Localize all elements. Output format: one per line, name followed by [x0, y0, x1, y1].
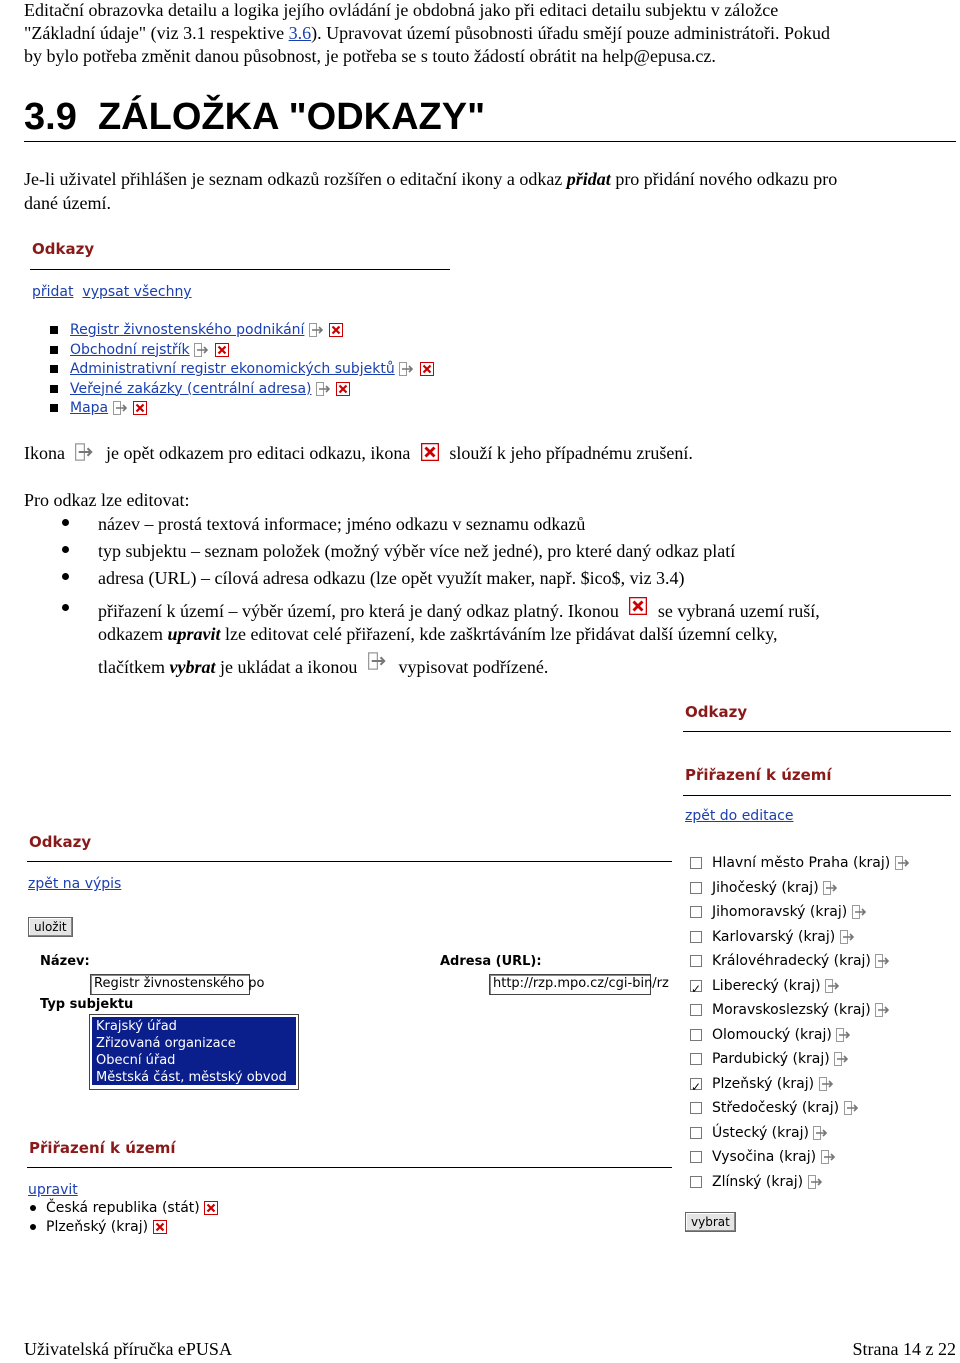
list-item-link[interactable]: Veřejné zakázky (centrální adresa): [70, 380, 312, 397]
edit-icon[interactable]: [113, 401, 129, 415]
list-all-link[interactable]: vypsat všechny: [82, 284, 192, 300]
shot1-links: [32, 284, 192, 300]
region-label: Středočeský (kraj): [712, 1100, 840, 1116]
region-label: Karlovarský (kraj): [712, 928, 836, 945]
shot3-title: Odkazy: [685, 703, 748, 721]
shot3-assign-title: Přiřazení k území: [685, 766, 832, 784]
back-to-list-link[interactable]: zpět na výpis: [28, 876, 122, 892]
territory-label: Plzeňský (kraj): [46, 1219, 149, 1235]
region-label: Vysočina (kraj): [712, 1149, 817, 1165]
region-row: [690, 1023, 911, 1048]
region-row: [690, 1145, 911, 1170]
region-checkbox[interactable]: [690, 1053, 702, 1065]
footer-left: Uživatelská příručka ePUSA: [24, 1339, 232, 1359]
para1-line2: dané území.: [24, 193, 111, 213]
section-number: 3.9: [24, 96, 77, 138]
list-item: [50, 360, 434, 380]
region-label: Moravskoslezský (kraj): [712, 1002, 871, 1018]
expand-icon[interactable]: [844, 1101, 860, 1115]
name-field[interactable]: Registr živnostenského po: [90, 974, 250, 995]
region-label: Plzeňský (kraj): [712, 1075, 815, 1092]
delete-icon[interactable]: [153, 1220, 167, 1234]
region-checkbox[interactable]: [690, 955, 702, 967]
region-row: [690, 974, 911, 999]
expand-icon[interactable]: [840, 930, 856, 944]
list-item-link[interactable]: Mapa: [70, 400, 109, 416]
region-row: [690, 851, 911, 876]
save-button[interactable]: uložit: [28, 917, 73, 937]
delete-icon: [629, 597, 647, 615]
shot1-rule: [30, 269, 450, 270]
back-to-edit-link[interactable]: zpět do editace: [685, 808, 794, 824]
list-item: [50, 399, 434, 419]
edit-icon[interactable]: [316, 382, 332, 396]
delete-icon[interactable]: [420, 362, 434, 376]
delete-icon[interactable]: [336, 382, 350, 396]
shot3-assign-rule: [683, 795, 951, 796]
region-checkbox[interactable]: [690, 931, 702, 943]
territory-list: [30, 1199, 218, 1237]
delete-icon[interactable]: [215, 343, 229, 357]
delete-icon: [421, 443, 439, 461]
bullet-name: název – prostá textová informace; jméno odkazu v seznamu odkazů: [98, 514, 586, 534]
expand-icon[interactable]: [813, 1126, 829, 1140]
edit-icon[interactable]: [194, 343, 210, 357]
delete-icon[interactable]: [133, 401, 147, 415]
edit-icon[interactable]: [309, 323, 325, 337]
bullet: [62, 519, 69, 526]
bullet: [62, 573, 69, 580]
region-label: Olomoucký (kraj): [712, 1026, 832, 1043]
expand-icon[interactable]: [895, 856, 911, 870]
expand-icon[interactable]: [875, 954, 891, 968]
region-checkbox[interactable]: [690, 1078, 702, 1090]
list-item: [50, 321, 434, 341]
section-link[interactable]: 3.6: [288, 23, 312, 43]
region-label: Jihočeský (kraj): [712, 879, 819, 896]
edit-assignment-link[interactable]: upravit: [28, 1182, 78, 1198]
region-checkbox[interactable]: [690, 1176, 702, 1188]
region-row: [690, 876, 911, 901]
expand-icon[interactable]: [836, 1028, 852, 1042]
bullet-assign-line1: přiřazení k území – výběr území, pro která je daný odkaz platný. Ikonou se vybraná uzemí ruší,: [98, 597, 820, 623]
region-list: [690, 851, 911, 1194]
expand-icon[interactable]: [852, 905, 868, 919]
intro-line-2: "Základní údaje" (viz 3.1 respektive 3.6). Upravovat území působnosti úřadu smějí pouze administrátoři. Pokud: [24, 23, 831, 43]
region-checkbox[interactable]: [690, 1004, 702, 1016]
type-option[interactable]: Městská část, městský obvod: [96, 1070, 287, 1085]
region-row: [690, 1096, 911, 1121]
type-option[interactable]: Obecní úřad: [96, 1053, 176, 1068]
expand-icon[interactable]: [819, 1077, 835, 1091]
region-checkbox[interactable]: [690, 1029, 702, 1041]
shot2-title: Odkazy: [29, 833, 92, 851]
list-item: [50, 380, 434, 400]
region-label: Pardubický (kraj): [712, 1051, 830, 1067]
region-label: Ústecký (kraj): [712, 1124, 809, 1141]
type-option[interactable]: Zřizovaná organizace: [96, 1036, 236, 1051]
section-heading: [24, 94, 485, 140]
name-label: Název:: [40, 954, 90, 969]
para2: Ikona je opět odkazem pro editaci odkazu, ikona slouží k jeho případnému zrušení.: [24, 443, 693, 463]
intro-line-3: by bylo potřeba změnit danou působnost, je potřeba se s touto žádostí obrátit na help@epusa.cz.: [24, 46, 716, 66]
url-label: Adresa (URL):: [440, 954, 542, 969]
heading-underline: [24, 141, 956, 142]
footer-right: Strana 14 z 22: [852, 1339, 956, 1359]
add-link[interactable]: přidat: [32, 284, 74, 300]
shot2-rule: [27, 861, 672, 862]
bullet-url: adresa (URL) – cílová adresa odkazu (lze opět využít maker, např. $ico$, viz 3.4): [98, 568, 685, 588]
intro-line-1: Editační obrazovka detailu a logika jejího ovládání je obdobná jako při editaci detailu subjektu v záložce: [24, 0, 779, 20]
territory-item: [30, 1218, 218, 1237]
bullet-assign-line3: tlačítkem vybrat je ukládat a ikonou vypisovat podřízené.: [98, 652, 548, 679]
url-field[interactable]: http://rzp.mpo.cz/cgi-bin/rz: [489, 974, 651, 995]
expand-icon[interactable]: [834, 1052, 850, 1066]
shot3-rule: [683, 731, 951, 732]
select-button[interactable]: vybrat: [685, 1212, 736, 1232]
region-row: [690, 1170, 911, 1195]
type-label: Typ subjektu: [40, 997, 134, 1012]
region-row: [690, 900, 911, 925]
back-to-edit-wrap: [685, 808, 793, 824]
assign-rule: [27, 1167, 672, 1168]
region-checkbox[interactable]: [690, 1127, 702, 1139]
region-row: [690, 1047, 911, 1072]
expand-icon[interactable]: [808, 1175, 824, 1189]
region-row: [690, 925, 911, 950]
region-checkbox[interactable]: [690, 1151, 702, 1163]
edit-icon: [368, 652, 388, 670]
edit-icon: [75, 443, 95, 461]
list-item: [50, 341, 434, 361]
bullet: [62, 546, 69, 553]
region-label: Královéhradecký (kraj): [712, 953, 871, 969]
region-label: Hlavní město Praha (kraj): [712, 855, 891, 871]
region-row: [690, 1121, 911, 1146]
region-checkbox[interactable]: [690, 857, 702, 869]
region-label: Jihomoravský (kraj): [712, 904, 848, 920]
bullet-assign-line2: odkazem upravit lze editovat celé přiřazení, kde zaškrtáváním lze přidávat další územní celky,: [98, 624, 778, 644]
territory-item: [30, 1199, 218, 1218]
expand-icon[interactable]: [825, 979, 841, 993]
region-checkbox[interactable]: [690, 1102, 702, 1114]
edit-assign-link-wrap: [28, 1182, 78, 1198]
region-checkbox[interactable]: [690, 906, 702, 918]
list-item-link[interactable]: Obchodní rejstřík: [70, 341, 190, 358]
edit-icon[interactable]: [399, 362, 415, 376]
section-title: ZÁLOŽKA "ODKAZY": [97, 96, 486, 138]
expand-icon[interactable]: [821, 1150, 837, 1164]
type-listbox[interactable]: [89, 1014, 299, 1090]
expand-icon[interactable]: [875, 1003, 891, 1017]
list-item-link[interactable]: Registr živnostenského podnikání: [70, 322, 305, 338]
bullet-type: typ subjektu – seznam položek (možný výběr více než jedné), pro které daný odkaz platí: [98, 541, 736, 561]
region-row: [690, 949, 911, 974]
territory-label: Česká republika (stát): [46, 1200, 200, 1216]
type-option[interactable]: Krajský úřad: [96, 1019, 177, 1034]
region-row: [690, 1072, 911, 1097]
region-checkbox[interactable]: [690, 882, 702, 894]
assign-title: Přiřazení k území: [29, 1139, 176, 1157]
para1-line1: Je-li uživatel přihlášen je seznam odkazů rozšířen o editační ikony a odkaz přidat pro přidání nového odkazu pro: [24, 169, 838, 189]
delete-icon[interactable]: [204, 1201, 218, 1215]
region-label: Liberecký (kraj): [712, 977, 821, 994]
delete-icon[interactable]: [329, 323, 343, 337]
para3-lead: Pro odkaz lze editovat:: [24, 490, 190, 510]
bullet: [62, 604, 69, 611]
shot1-title: Odkazy: [32, 240, 95, 258]
back-to-list-link-wrap: [28, 876, 121, 892]
expand-icon[interactable]: [823, 881, 839, 895]
region-checkbox[interactable]: [690, 980, 702, 992]
list-item-link[interactable]: Administrativní registr ekonomických subjektů: [70, 361, 395, 377]
region-row: [690, 998, 911, 1023]
shot1-list: [50, 321, 434, 419]
region-label: Zlínský (kraj): [712, 1173, 804, 1190]
